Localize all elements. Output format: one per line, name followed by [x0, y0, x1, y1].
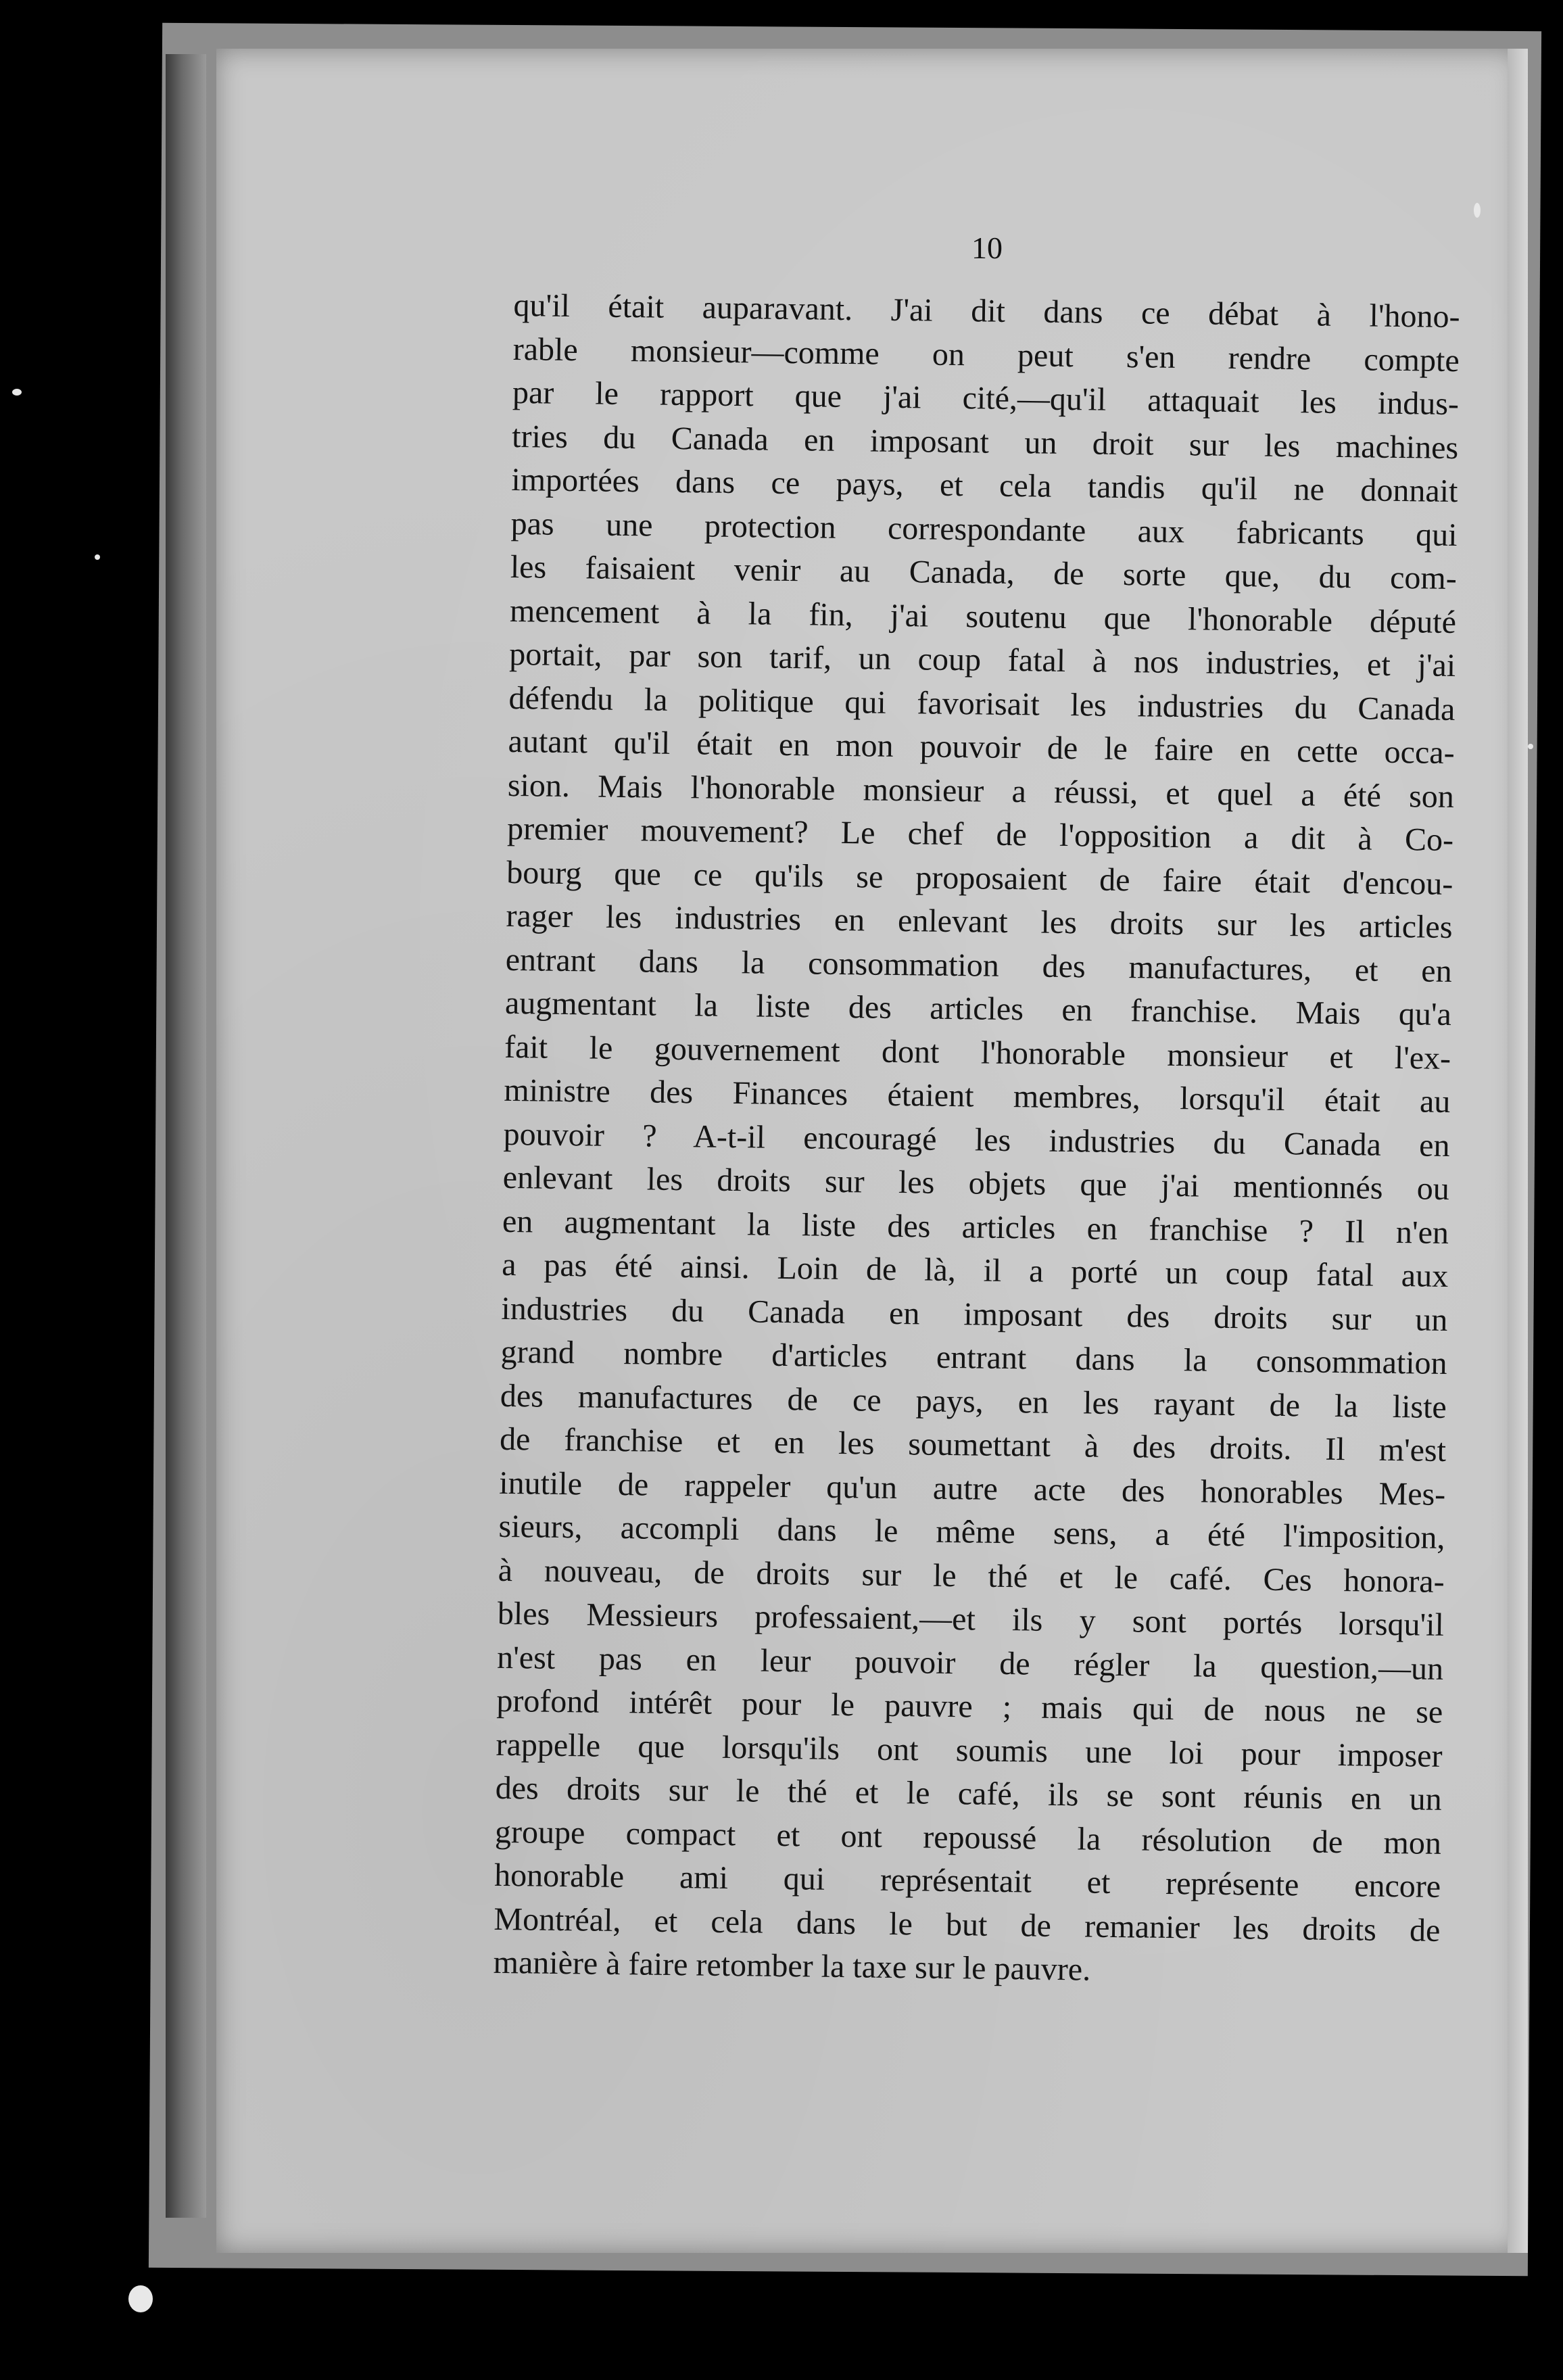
text-line: portait, par son tarif, un coup fatal à nos industries, et j'ai [508, 636, 1456, 684]
text-line: pouvoir ? A-t-il encouragé les industries du Canada en [503, 1116, 1450, 1164]
text-line: rappelle que lorsqu'ils ont soumis une loi pour imposer [496, 1726, 1443, 1774]
text-line: augmentant la liste des articles en franchise. Mais qu'a [504, 984, 1452, 1033]
text-line: manière à faire retomber la taxe sur le pauvre. [493, 1944, 1091, 1988]
text-line: qu'il était auparavant. J'ai dit dans ce débat à l'hono- [513, 287, 1460, 335]
text-line: a pas été ainsi. Loin de là, il a porté un coup fatal aux [501, 1246, 1449, 1294]
dust-speck [12, 389, 22, 396]
text-line: des droits sur le thé et le café, ils se sont réunis en un [495, 1769, 1443, 1817]
text-line: des manufactures de ce pays, en les rayant de la liste [500, 1377, 1447, 1425]
text-line: mencement à la fin, j'ai soutenu que l'honorable député [509, 592, 1457, 640]
text-line: tries du Canada en imposant un droit sur les machines [511, 418, 1459, 466]
text-line: profond intérêt pour le pauvre ; mais qui de nous ne se [496, 1682, 1443, 1730]
text-line: honorable ami qui représentait et représente encore [494, 1857, 1441, 1905]
text-line: autant qu'il était en mon pouvoir de le faire en cette occa- [508, 723, 1455, 771]
text-line: à nouveau, de droits sur le thé et le café. Ces honora- [498, 1552, 1445, 1600]
text-line: industries du Canada en imposant des droits sur un [501, 1290, 1448, 1338]
body-text [493, 284, 1460, 1996]
text-line: sieurs, accompli dans le même sens, a été l'imposition, [498, 1508, 1445, 1556]
binding-spine [166, 54, 206, 2218]
text-line: sion. Mais l'honorable monsieur a réussi, et quel a été son [507, 767, 1455, 815]
text-line: grand nombre d'articles entrant dans la consommation [500, 1333, 1447, 1381]
text-line: en augmentant la liste des articles en franchise ? Il n'en [502, 1203, 1449, 1251]
text-line: de franchise et en les soumettant à des droits. Il m'est [499, 1421, 1447, 1469]
text-line: inutile de rappeler qu'un autre acte des honorables Mes- [499, 1465, 1446, 1513]
text-line: n'est pas en leur pouvoir de régler la question,—un [496, 1639, 1444, 1687]
text-line: rager les industries en enlevant les droits sur les articles [506, 897, 1453, 946]
text-line: entrant dans la consommation des manufactures, et en [505, 941, 1453, 989]
text-line: ministre des Finances étaient membres, lorsqu'il était au [504, 1072, 1451, 1120]
dust-speck [1474, 203, 1481, 218]
text-line: rable monsieur—comme on peut s'en rendre compte [512, 331, 1460, 379]
text-line: défendu la politique qui favorisait les industries du Canada [508, 680, 1456, 728]
dust-speck [95, 554, 100, 560]
dust-speck [128, 2285, 153, 2312]
page-number: 10 [971, 231, 1003, 265]
text-line: premier mouvement? Le chef de l'opposition a dit à Co- [506, 810, 1454, 859]
text-line: bles Messieurs professaient,—et ils y sont portés lorsqu'il [497, 1595, 1445, 1643]
text-line: par le rapport que j'ai cité,—qu'il attaquait les indus- [512, 374, 1460, 423]
text-line: les faisaient venir au Canada, de sorte que, du com- [510, 548, 1458, 597]
dust-speck [1528, 744, 1533, 749]
text-line: importées dans ce pays, et cela tandis qu'il ne donnait [511, 461, 1458, 510]
text-line: Montréal, et cela dans le but de remanier les droits de [494, 1901, 1441, 1949]
page-edge [1508, 49, 1528, 2253]
text-line: fait le gouvernement dont l'honorable monsieur et l'ex- [504, 1028, 1451, 1076]
text-line: groupe compact et ont repoussé la résolution de mon [494, 1813, 1442, 1861]
text-line: pas une protection correspondante aux fabricants qui [510, 505, 1458, 553]
text-line: enlevant les droits sur les objets que j'ai mentionnés ou [502, 1159, 1450, 1208]
text-line: bourg que ce qu'ils se proposaient de faire était d'encou- [506, 854, 1453, 902]
